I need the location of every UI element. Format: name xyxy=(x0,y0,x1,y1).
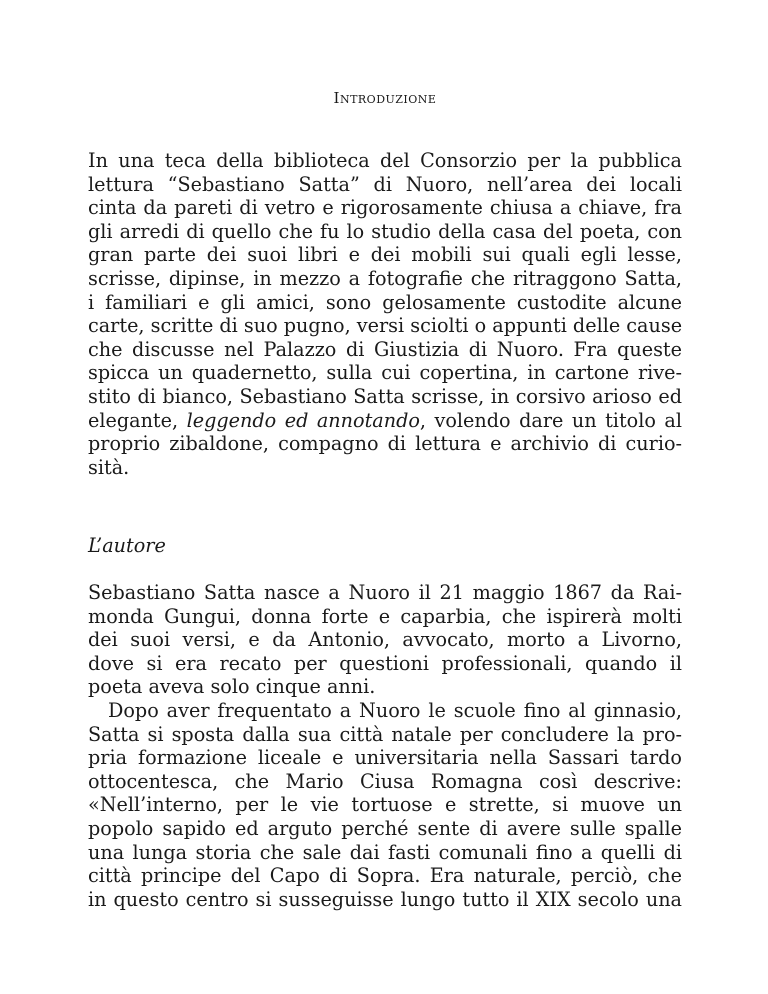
italic-title: leggendo ed annotando xyxy=(186,408,420,432)
text-line: Satta si sposta dalla sua città natale per concludere la pro- xyxy=(88,722,682,746)
text-fragment: elegante, xyxy=(88,408,179,432)
chapter-heading: Introduzione xyxy=(333,89,437,107)
text-line: Sebastiano Satta nasce a Nuoro il 21 maggio 1867 da Rai- xyxy=(88,581,682,604)
text-line: scrisse, dipinse, in mezzo a fotografie che ritraggono Satta, xyxy=(88,266,682,290)
text-line: cinta da pareti di vetro e rigorosamente chiusa a chiave, fra xyxy=(88,196,682,220)
text-line: stito di bianco, Sebastiano Satta scrisse, in corsivo arioso ed xyxy=(88,384,682,408)
text-line: «Nell’interno, per le vie tortuose e strette, si muove un xyxy=(88,793,682,817)
text-line: i familiari e gli amici, sono gelosamente custodite alcune xyxy=(88,290,682,314)
text-line: spicca un quadernetto, sulla cui copertina, in cartone rive- xyxy=(88,361,682,385)
paragraph-1 xyxy=(88,581,682,699)
section-title-text: L’autore xyxy=(88,534,166,557)
text-line: popolo sapido ed arguto perché sente di avere sulle spalle xyxy=(88,816,682,840)
text-line: poeta aveva solo cinque anni. xyxy=(88,675,376,699)
intro-paragraph xyxy=(88,149,682,479)
text-line: che discusse nel Palazzo di Giustizia di Nuoro. Fra queste xyxy=(88,337,682,361)
text-line: proprio zibaldone, compagno di lettura e archivio di curio- xyxy=(88,432,682,456)
text-line: una lunga storia che sale dai fasti comunali fino a quelli di xyxy=(88,840,682,864)
text-line: carte, scritte di suo pugno, versi sciolti o appunti delle cause xyxy=(88,314,683,338)
section-title xyxy=(88,534,682,558)
text-line: in questo centro si susseguisse lungo tutto il XIX secolo una xyxy=(88,887,682,911)
text-line: In una teca della biblioteca del Consorzio per la pubblica xyxy=(88,149,682,172)
text-line xyxy=(88,409,682,433)
text-line: lettura “Sebastiano Satta” di Nuoro, nell’area dei locali xyxy=(88,172,682,196)
text-line: pria formazione liceale e universitaria nella Sassari tardo xyxy=(88,746,682,770)
text-line: Dopo aver frequentato a Nuoro le scuole fino al ginnasio, xyxy=(108,698,682,722)
text-fragment: , volendo dare un titolo al xyxy=(419,408,682,432)
text-line: dove si era recato per questioni professionali, quando il xyxy=(88,651,682,675)
text-line: gran parte dei suoi libri e dei mobili sui quali egli lesse, xyxy=(88,243,682,267)
text-line: gli arredi di quello che fu lo studio della casa del poeta, con xyxy=(88,219,682,243)
text-line: dei suoi versi, e da Antonio, avvocato, morto a Livorno, xyxy=(88,628,682,652)
text-line: sità. xyxy=(88,455,130,479)
text-line: ottocentesca, che Mario Ciusa Romagna così descrive: xyxy=(88,769,682,793)
paragraph-2 xyxy=(88,699,682,911)
body-text xyxy=(88,581,682,911)
text-line: monda Gungui, donna forte e caparbia, che ispirerà molti xyxy=(88,604,682,628)
text-line: città principe del Capo di Sopra. Era naturale, perciò, che xyxy=(88,864,682,888)
